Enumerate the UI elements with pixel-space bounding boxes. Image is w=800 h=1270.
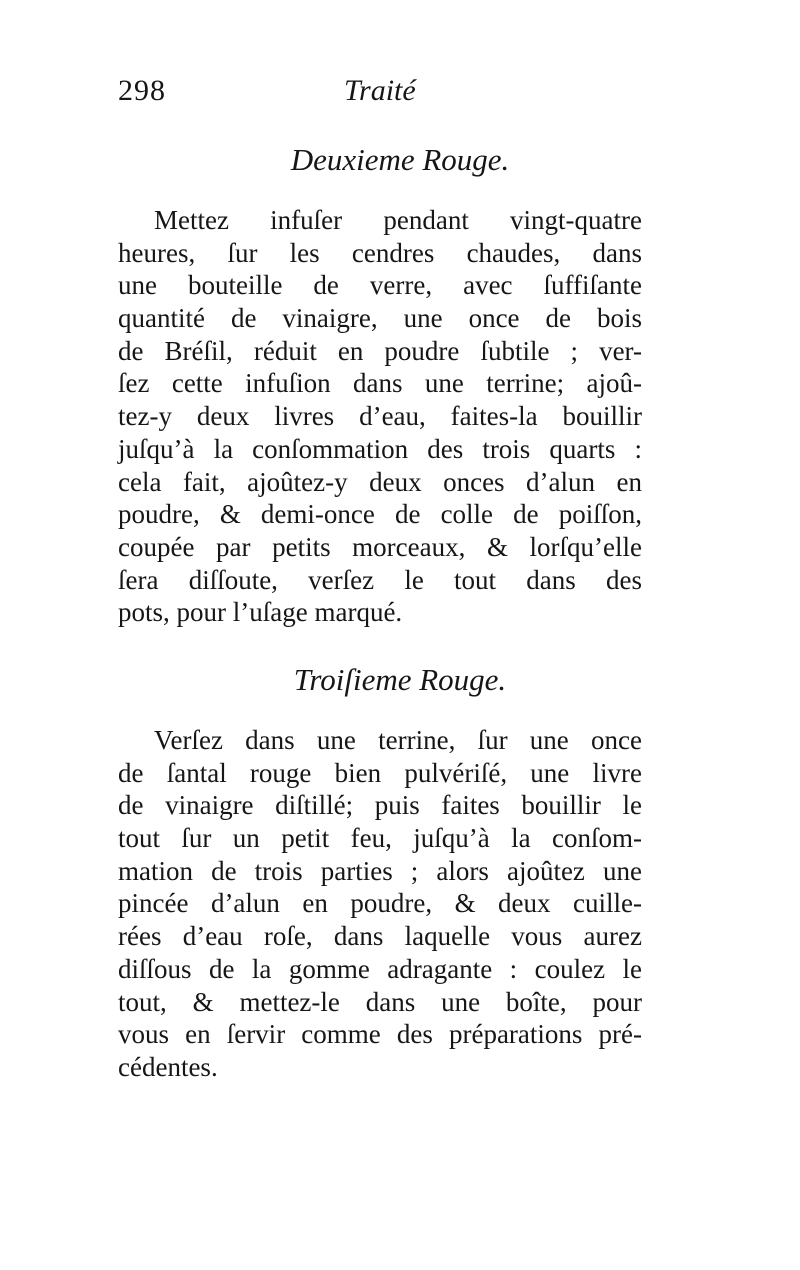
text-line: pots, pour l’uſage marqué. [118, 597, 403, 628]
text-line: poudre, & demi-once de colle de poiſſon, [118, 499, 642, 530]
text-line: ſez cette infuſion dans une terrine; ajoû- [118, 368, 642, 399]
text-line: une bouteille de verre, avec ſuffiſante [118, 270, 642, 301]
text-line: pincée d’alun en poudre, & deux cuille- [118, 888, 642, 919]
running-head [118, 74, 638, 114]
paragraph-deuxieme-rouge [118, 204, 642, 629]
text-line: tez-y deux livres d’eau, faites-la bouillir [118, 401, 642, 432]
section-heading-troisieme-rouge: Troiſieme Rouge. [293, 662, 507, 697]
text-line: tout, & mettez-le dans une boîte, pour [118, 986, 642, 1017]
text-line: vous en ſervir comme des préparations pré- [118, 1019, 642, 1050]
text-line: Mettez infuſer pendant vingt-quatre [154, 205, 642, 235]
text-line: Verſez dans une terrine, ſur une once [154, 725, 642, 755]
text-line: de vinaigre diſtillé; puis faites bouillir le [118, 790, 642, 821]
section-heading-deuxieme-rouge: Deuxieme Rouge. [290, 142, 510, 177]
text-line: cela fait, ajoûtez-y deux onces d’alun en [118, 466, 642, 497]
text-line: coupée par petits morceaux, & lorſqu’elle [118, 531, 642, 562]
text-line: quantité de vinaigre, une once de bois [118, 303, 642, 334]
text-line: cédentes. [118, 1051, 218, 1082]
text-line: tout ſur un petit feu, juſqu’à la conſom- [118, 823, 642, 854]
text-line: heures, ſur les cendres chaudes, dans [118, 237, 642, 268]
paragraph-troisieme-rouge [118, 724, 642, 1084]
text-line: mation de trois parties ; alors ajoûtez une [118, 855, 642, 886]
text-line: rées d’eau roſe, dans laquelle vous aurez [118, 921, 642, 952]
text-line: ſera diſſoute, verſez le tout dans des [118, 564, 642, 595]
text-line: juſqu’à la conſommation des trois quarts : [118, 433, 642, 464]
page-number: 298 [118, 74, 166, 107]
text-line: diſſous de la gomme adragante : coulez le [118, 953, 642, 984]
running-title: Traité [344, 74, 416, 107]
text-line: de Bréſil, réduit en poudre ſubtile ; ver- [118, 335, 642, 366]
text-line: de ſantal rouge bien pulvériſé, une livre [118, 757, 642, 788]
